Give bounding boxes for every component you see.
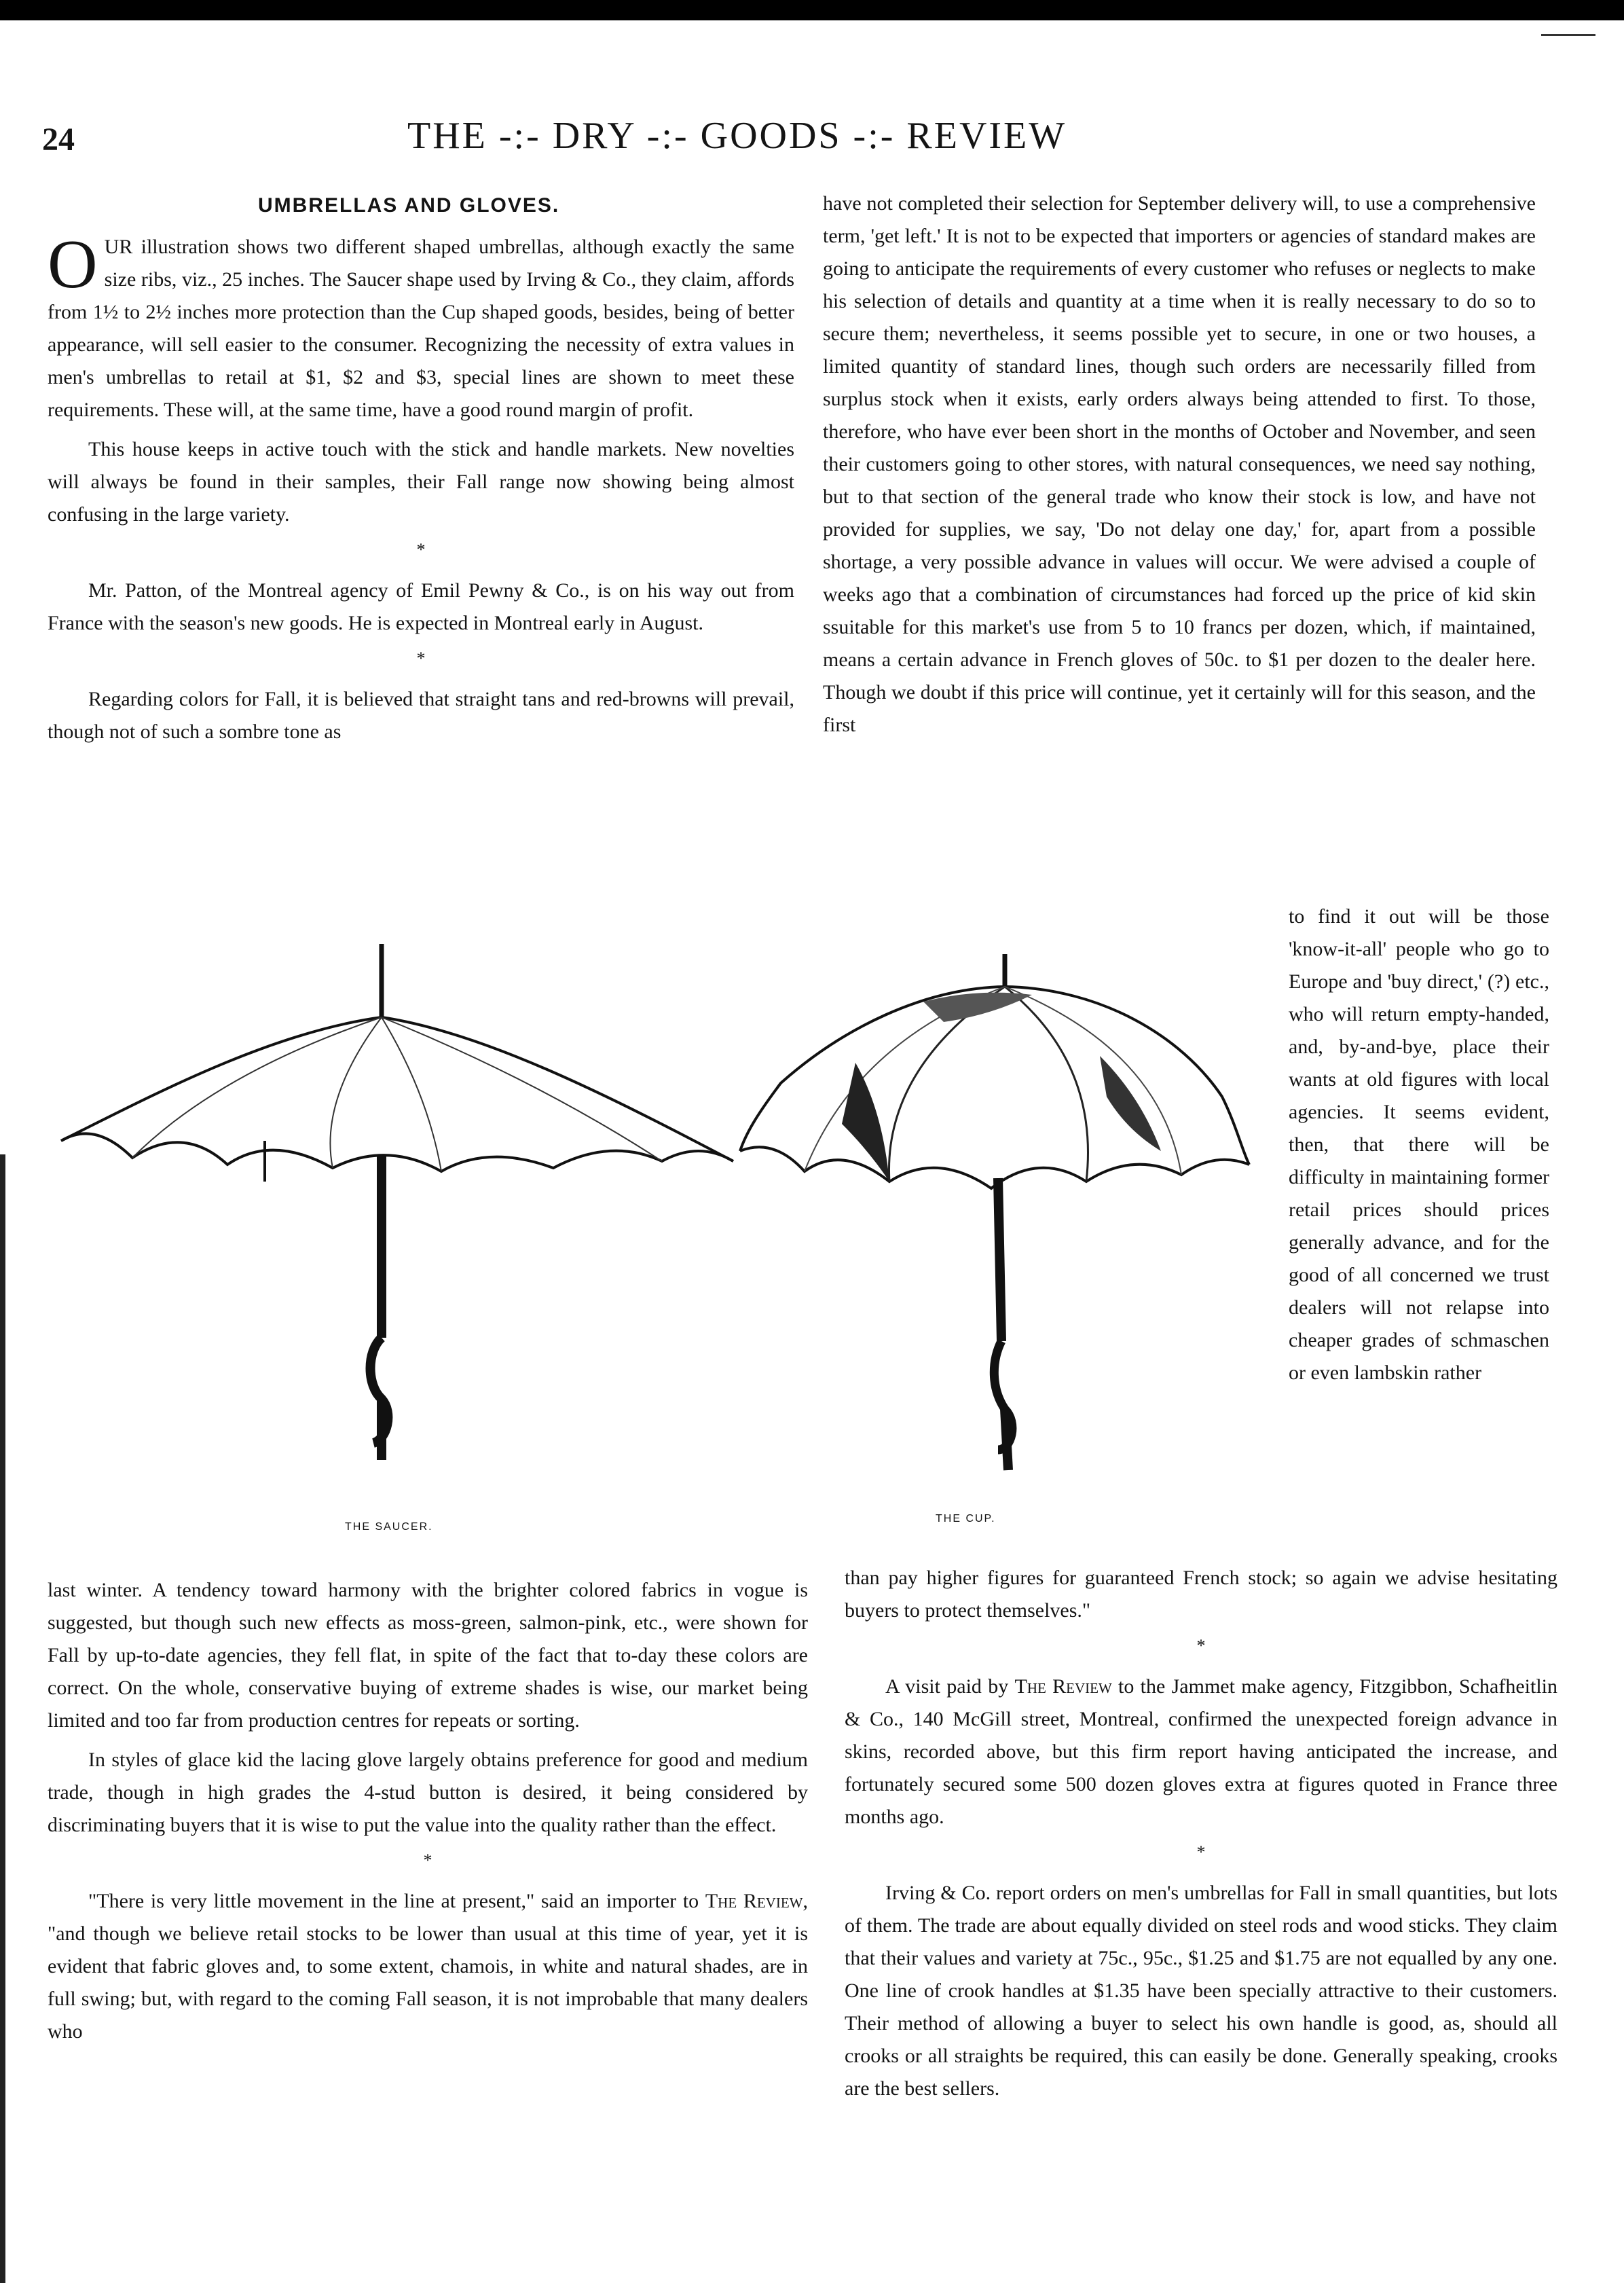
saucer-umbrella-illustration [48, 937, 794, 1521]
paragraph-irving-orders: Irving & Co. report orders on men's umbrellas for Fall in small quantities, but lots of them. The trade are about equally divided on steel rods and wood sticks. They claim that their values and variety at 75c., 95c., $1.25 and $1.75 are not equalled by any one. One line of crook handles at $1.35 have been specially attractive to their customers. Their method of allowing a buyer to select his own handle is good, as, should all crooks or all straights be required, this can easily be done. Generally speaking, crooks are the best sellers. [845, 1882, 1557, 2100]
left-column-top [48, 226, 794, 755]
section-separator: * [423, 1850, 432, 1870]
right-column-bottom [845, 1562, 1557, 2112]
narrow-column [1289, 900, 1549, 1396]
caption-saucer: THE SAUCER. [345, 1521, 433, 1533]
scan-corner-mark [1541, 27, 1595, 36]
caption-cup: THE CUP. [936, 1513, 996, 1524]
scan-left-edge [0, 1154, 5, 2283]
left-column-bottom [48, 1574, 808, 2055]
section-separator: * [416, 540, 426, 560]
paragraph-colors: Regarding colors for Fall, it is believed that straight tans and red-browns will prevail, though not of such a sombre tone as [48, 688, 794, 743]
paragraph-jammet-visit: A visit paid by The Review to the Jammet make agency, Fitzgibbon, Schafheitlin & Co., 140 McGill street, Montreal, confirmed the unexpected foreign advance in skins, recorded above, but this firm report having anticipated the increase, and fortunately secured some 500 dozen gloves extra at figures quoted in France three months ago. [845, 1675, 1558, 1828]
article-heading: UMBRELLAS AND GLOVES. [258, 194, 560, 217]
paragraph-stick-handle: This house keeps in active touch with the stick and handle markets. New novelties will always be found in their samples, their Fall range now showing being almost confusing in the large variety. [48, 438, 794, 526]
paragraph-importer-quote: "There is very little movement in the line at present," said an importer to The Review, "and though we believe retail stocks to be lower than usual at this time of year, yet it is evident that fabric gloves and, to some extent, chamois, in white and natural shades, are in full swing; but, with regard to the coming Fall season, it is not improbable that many dealers who [48, 1890, 808, 2043]
cup-umbrella-illustration [720, 947, 1276, 1524]
intro-paragraph: OUR illustration shows two different shaped umbrellas, although exactly the same size ribs, viz., 25 inches. The Saucer shape used by Irving & Co., they claim, affords from 1½ to 2½ inches more protection than the Cup shaped goods, besides, being of better appearance, will sell easier to the consumer. Recognizing the necessity of extra values in men's umbrellas to retail at $1, $2 and $3, special lines are shown to meet these requirements. These will, at the same time, have a good round margin of profit. [48, 226, 794, 421]
drop-cap: O [48, 226, 98, 303]
running-head: THE -:- DRY -:- GOODS -:- REVIEW [407, 115, 1067, 157]
paragraph-glace-kid: In styles of glace kid the lacing glove largely obtains preference for good and medium trade, though in high grades the 4-stud button is desired, it being considered by discriminating buyers that it is wise to put the value into the quality rather than the effect. [48, 1749, 808, 1836]
paragraph-selection: have not completed their selection for September delivery will, to use a comprehensive term, 'get left.' It is not to be expected that importers or agencies of standard makes are going to anticipate the requirements of every customer who refuses or neglects to make his selection of details and quantity at a time when it is really necessary to do so to secure them; nevertheless, it seems possible yet to secure, in one or two houses, a limited quantity of standard lines, though such orders are necessarily filled from surplus stock when it exists, early orders always being attended to first. To those, therefore, who have ever been short in the months of October and November, and seen their customers going to other stores, with natural consequences, we need say nothing, but to that section of the general trade who know their stock is low, and have not provided for supplies, we say, 'Do not delay one day,' for, apart from a possible shortage, a very possible advance in values will occur. We were advised a couple of weeks ago that a combination of circumstances had forced up the price of kid skin ssuitable for this market's use from 5 to 10 francs per dozen, which, if maintained, means a certain advance in French gloves of 50c. to $1 per dozen to the dealer here. Though we doubt if this price will continue, yet it certainly will for this season, and the first [823, 192, 1536, 736]
section-separator: * [1196, 1842, 1206, 1862]
page-number: 24 [42, 122, 75, 158]
right-column-top [823, 187, 1536, 748]
paragraph-know-it-all: to find it out will be those 'know-it-all' people who go to Europe and 'buy direct,' (?) etc., who will return empty-handed, and, by-and-bye, place their wants at old figures with local agencies. It seems evident, then, that there will be difficulty in maintaining former retail prices should prices generally advance, and for the good of all concerned we trust dealers will not relapse into cheaper grades of schmaschen or even lambskin rather [1289, 905, 1549, 1384]
scan-top-border [0, 0, 1624, 20]
paragraph-patton: Mr. Patton, of the Montreal agency of Emil Pewny & Co., is on his way out from France with the season's new goods. He is expected in Montreal early in August. [48, 579, 794, 634]
section-separator: * [1196, 1636, 1206, 1656]
section-separator: * [416, 649, 426, 668]
paragraph-winter: last winter. A tendency toward harmony with the brighter colored fabrics in vogue is suggested, but though such new effects as moss-green, salmon-pink, etc., were shown for Fall by up-to-date agencies, they fell flat, in spite of the fact that to-day these colors are correct. On the whole, conservative buying of extreme shades is wise, our market being limited and too far from production centres for repeats or sorting. [48, 1579, 808, 1732]
paragraph-protect: than pay higher figures for guaranteed French stock; so again we advise hesitating buyers to protect themselves." [845, 1567, 1557, 1622]
